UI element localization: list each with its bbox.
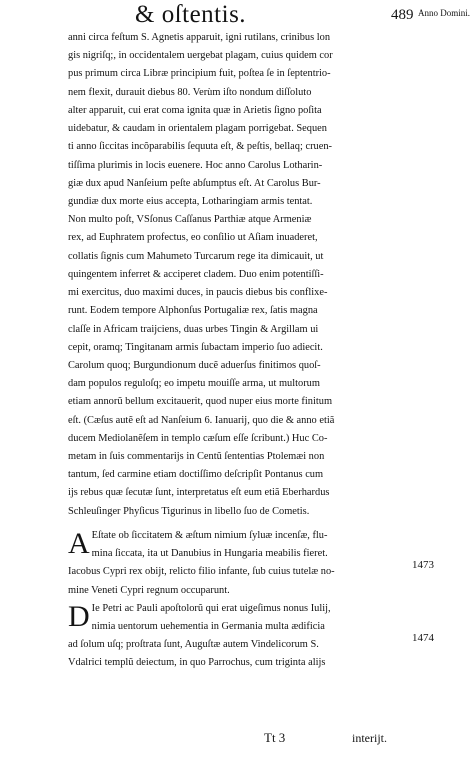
text-line: giæ dux apud Nanſeium peſte abſumptus eſt. At Carolus Bur-: [68, 177, 321, 189]
text-line: Non multo poſt, VSſonus Caſſanus Parthiæ atque Armeniæ: [68, 214, 312, 226]
page-number: 489: [391, 7, 414, 23]
paragraph-3: [68, 600, 408, 673]
text-line: gundiæ dux morte eius accepta, Lotharingiam armis tentat.: [68, 195, 313, 207]
signature-mark: Tt 3: [264, 730, 286, 745]
text-line: runt. Eodem tempore Alphonſus Portugaliæ rex, ſatis magna: [68, 305, 318, 317]
text-line: alter apparuit, cui erat coma ignita quæ in Arietis ſigno poſita: [68, 104, 322, 116]
text-line: rex, ad Euphratem profectus, eo conſilio ut Aſiam inuaderet,: [68, 232, 318, 244]
text-line: dam populos reguloſq; eo impetu mouiſſe arma, ut multorum: [68, 378, 320, 390]
text-line: nimia uentorum uehementia in Germania multa ædificia: [91, 621, 325, 632]
text-line: tantum, ſed carmine etiam doctiſſimo deſcripſit Pontanus cum: [68, 469, 324, 481]
text-line: mine Veneti Cypri regnum occuparunt.: [68, 584, 230, 596]
text-line: Schleuſinger Phyſicus Tigurinus in libello ſuo de Cometis.: [68, 505, 310, 517]
paragraph-1: [68, 29, 408, 521]
text-line: Vdalrici templũ deiectum, in quo Parrochus, cum triginta alijs: [68, 657, 326, 669]
body-text: [68, 29, 408, 673]
catchword: interijt.: [352, 731, 387, 745]
text-line: quingentem inferret & acciperet cladem. Duo enim potentiſſi-: [68, 268, 324, 280]
text-line: mina ſiccata, ita ut Danubius in Hungaria meabilis fieret.: [91, 548, 328, 560]
running-title: & oſtentis.: [135, 1, 247, 28]
text-line: ducem Mediolanẽſem in templo cæſum eſſe ſcribunt.) Huc Co-: [68, 432, 328, 444]
text-line: uidebatur, & caudam in orientalem plagam porrigebat. Sequen: [68, 123, 327, 135]
text-line: gis nigriſq;, in occidentalem uergebat plagam, cuius quidem cor: [68, 50, 333, 62]
text-line: claſſe in Africam traijciens, duas urbes Tingin & Argillam ui: [68, 323, 319, 335]
margin-note-anno-domini: Anno Domini.: [418, 8, 471, 18]
drop-cap: D: [68, 599, 90, 633]
margin-year: 1474: [412, 632, 434, 644]
text-line: mi exercitus, duo maximi duces, in paucis diebus bis conflixe-: [68, 287, 328, 299]
drop-cap: A: [68, 526, 90, 560]
text-line: Iacobus Cypri rex obijt, relicto filio infante, ſub cuius tutelæ no-: [68, 566, 335, 578]
text-line: Carolum quoq; Burgundionum ducẽ aduerſus finitimos quoſ-: [68, 359, 321, 371]
text-line: metam in ſuis commentarijs in Centũ ſententias Ptolemæi non: [68, 451, 325, 463]
text-line: etiam annorũ bellum excitauerit, quod nuper eius morte finitum: [68, 396, 333, 408]
text-line: collatis ſignis cum Mahumeto Turcarum rege ita dimicauit, ut: [68, 250, 324, 262]
text-line: ijs rebus quæ ſecutæ ſunt, interpretatus eſt eum etiã Eberhardus: [68, 487, 330, 499]
margin-year: 1473: [412, 559, 434, 571]
text-line: ad ſolum uſq; proſtrata ſunt, Auguſtæ autem Vindelicorum S.: [68, 639, 319, 651]
text-line: tiſſima plurimis in locis euenere. Hoc anno Carolus Lotharin-: [68, 159, 323, 171]
text-line: Ie Petri ac Pauli apoſtolorũ qui erat uigeſimus nonus Iulij,: [91, 602, 331, 614]
paragraph-2: [68, 527, 408, 600]
text-line: anni circa feſtum S. Agnetis apparuit, igni rutilans, crinibus lon: [68, 32, 331, 43]
text-line: Eſtate ob ſiccitatem & æſtum nimium ſyluæ incenſæ, flu-: [91, 529, 328, 541]
text-line: ti anno ſiccitas incõparabilis ſequuta eſt, & peſtis, bellaq; cruen-: [68, 141, 333, 153]
text-line: pus primum circa Libræ principium fuit, poſtea ſe in ſeptentrio-: [68, 68, 331, 80]
text-line: eſt. (Cæſus autẽ eſt ad Nanſeium 6. Ianuarij, quo die & anno etiã: [68, 414, 335, 426]
text-line: cepit, oramq; Tingitanam armis ſubactam imperio ſuo adiecit.: [68, 341, 323, 353]
text-line: nem flexit, durauit diebus 80. Verùm iſto nondum diſſoluto: [68, 86, 312, 98]
